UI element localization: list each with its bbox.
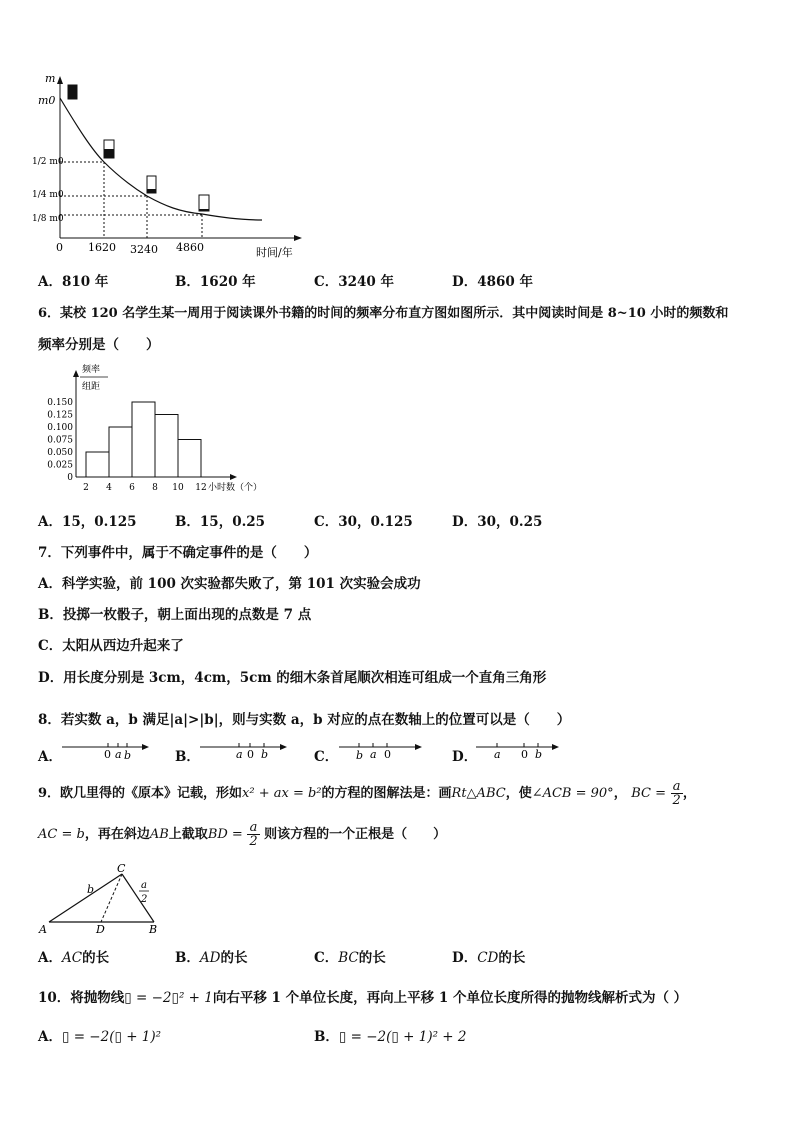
sample-box-full xyxy=(68,85,77,99)
histogram-xtick-label: 10 xyxy=(172,483,184,493)
q8-option-a-numberline[interactable] xyxy=(60,738,152,762)
decay-tick-m0: m0 xyxy=(38,94,56,107)
mark-a: a xyxy=(494,748,501,761)
decay-curve xyxy=(60,98,262,220)
q9-opt-c-suffix: 的长 xyxy=(358,950,386,966)
q10-text-b: 向右平移 1 个单位长度，再向上平移 1 个单位长度所得的抛物线解析式为（ ） xyxy=(212,990,688,1006)
sample-box-quarter-fill xyxy=(147,189,156,193)
histogram-chart xyxy=(38,362,268,497)
q9-opt-b-suffix: 的长 xyxy=(220,950,248,966)
vertex-c: C xyxy=(117,862,126,875)
histogram-ylabel-bottom: 组距 xyxy=(82,382,101,392)
decay-x-arrow xyxy=(294,235,302,241)
q9-opt-a-math: AC xyxy=(61,950,83,966)
q9-option-d[interactable] xyxy=(452,946,525,966)
q9-stem-line1 xyxy=(38,779,696,809)
q9-text-g: 上截取 xyxy=(168,827,208,842)
q8-option-c-numberline[interactable] xyxy=(337,738,429,762)
decay-x-tick-0: 0 xyxy=(56,241,63,254)
q9-opt-d-math: CD xyxy=(477,950,499,966)
q8-option-a-label[interactable]: A． xyxy=(38,749,62,765)
q6-option-a[interactable]: A．15，0.125 xyxy=(38,514,137,530)
q9-bd: BD = xyxy=(207,827,243,842)
q7-option-b[interactable]: B．投掷一枚骰子，朝上面出现的点数是 7 点 xyxy=(38,607,312,623)
vertex-d: D xyxy=(96,923,105,936)
histogram-bar xyxy=(178,440,201,478)
q9-ab: AB xyxy=(149,827,169,842)
decay-y-label: m xyxy=(45,72,56,85)
histogram-y-arrow xyxy=(73,370,79,377)
q9-opt-b-math: AD xyxy=(199,950,221,966)
sample-box-eighth xyxy=(199,195,209,211)
q9-triangle-figure xyxy=(35,862,170,936)
histogram-xlabel: 小时数（个） xyxy=(208,483,263,493)
decay-x-tick-3240: 3240 xyxy=(130,243,158,256)
histogram-ylabel-top: 频率 xyxy=(82,365,101,375)
q9-bc-fraction xyxy=(671,780,683,807)
histogram-xtick-label: 6 xyxy=(129,483,135,493)
q5-option-a[interactable]: A．810 年 xyxy=(38,274,109,290)
q6-stem-line2: 频率分别是（ ） xyxy=(38,337,160,353)
numberline-arrow xyxy=(280,744,287,750)
decay-y-arrow xyxy=(57,76,63,84)
q9-text-a: 9．欧几里得的《原本》记载，形如 xyxy=(38,786,243,801)
q9-option-b[interactable] xyxy=(175,946,248,966)
q7-option-a[interactable]: A．科学实验，前 100 次实验都失败了，第 101 次实验会成功 xyxy=(38,576,421,592)
histogram-bar xyxy=(132,402,155,477)
histogram-ytick-label: 0.150 xyxy=(47,398,73,408)
q9-text-f: ，再在斜边 xyxy=(84,827,150,842)
q9-triangle: Rt△ABC xyxy=(451,786,506,801)
q9-text-d: ， xyxy=(613,786,627,801)
histogram-bar xyxy=(109,427,132,477)
decay-figure xyxy=(30,70,310,260)
q9-text-h: 则该方程的一个正根是（ ） xyxy=(264,827,447,842)
q9-opt-a-label: A． xyxy=(38,950,62,966)
histogram-ytick-label: 0.025 xyxy=(47,460,73,471)
q10-opt-b-label: B． xyxy=(314,1029,339,1045)
q9-bc-frac-num: a xyxy=(671,780,683,794)
label-b: b xyxy=(87,883,95,896)
q5-option-b[interactable]: B．1620 年 xyxy=(175,274,256,290)
q9-opt-d-suffix: 的长 xyxy=(498,950,526,966)
q9-opt-c-math: BC xyxy=(338,950,359,966)
decay-x-label: 时间/年 xyxy=(256,246,293,259)
q8-stem: 8．若实数 a，b 满足|a|>|b|，则与实数 a，b 对应的点在数轴上的位置可以是（ ） xyxy=(38,712,571,728)
q9-option-a[interactable] xyxy=(38,946,109,966)
q9-opt-a-suffix: 的长 xyxy=(82,950,110,966)
label-two: 2 xyxy=(141,894,148,905)
numberline-arrow xyxy=(552,744,559,750)
q7-stem: 7．下列事件中，属于不确定事件的是（ ） xyxy=(38,545,318,561)
mark-zero: 0 xyxy=(247,748,254,761)
q8-option-d-numberline[interactable] xyxy=(474,738,566,762)
q6-option-b[interactable]: B．15，0.25 xyxy=(175,514,266,530)
q9-bd-fraction xyxy=(247,821,259,848)
histogram-ytick-label: 0.075 xyxy=(47,435,73,446)
q9-text-b: 的方程的图解法是：画 xyxy=(321,786,452,801)
mark-b: b xyxy=(261,748,269,761)
q9-angle: ∠ACB = 90° xyxy=(531,786,614,801)
q10-option-a[interactable] xyxy=(38,1025,161,1045)
histogram-xtick-label: 12 xyxy=(195,483,207,493)
q6-option-c[interactable]: C．30，0.125 xyxy=(314,514,413,530)
mark-zero: 0 xyxy=(384,748,391,761)
mark-zero: 0 xyxy=(104,748,111,761)
histogram-ytick-label: 0 xyxy=(67,473,73,483)
q10-stem xyxy=(38,986,687,1006)
q9-stem-line2 xyxy=(38,820,446,850)
q9-ac: AC = b xyxy=(38,827,85,842)
histogram-ytick-label: 0.100 xyxy=(47,423,73,433)
q9-text-e: ， xyxy=(682,786,696,801)
q10-option-b[interactable] xyxy=(314,1025,467,1045)
vertex-b: B xyxy=(149,923,158,936)
decay-tick-eighth: 1/8 m0 xyxy=(32,214,64,224)
q9-text-c: ，使 xyxy=(505,786,532,801)
mark-b: b xyxy=(535,748,543,761)
histogram-xtick-label: 8 xyxy=(152,483,158,493)
q5-option-c[interactable]: C．3240 年 xyxy=(314,274,395,290)
q9-bc: BC = xyxy=(631,786,667,801)
q9-bd-frac-den: 2 xyxy=(249,834,258,849)
vertex-a: A xyxy=(39,923,47,936)
q10-opt-b-math: ▯ = −2(▯ + 1)² + 2 xyxy=(338,1029,467,1045)
histogram-x-arrow xyxy=(230,474,237,480)
q9-opt-d-label: D． xyxy=(452,950,478,966)
q5-option-d[interactable]: D．4860 年 xyxy=(452,274,533,290)
histogram-ytick-label: 0.125 xyxy=(47,410,73,421)
histogram-bar xyxy=(86,452,109,477)
sample-box-eighth-fill xyxy=(199,209,209,211)
side-cb xyxy=(122,874,154,922)
q10-opt-a-label: A． xyxy=(38,1029,62,1045)
decay-x-tick-4860: 4860 xyxy=(176,241,204,254)
histogram-bar xyxy=(155,415,178,478)
decay-x-tick-1620: 1620 xyxy=(88,241,116,254)
mark-zero: 0 xyxy=(521,748,528,761)
q8-option-b-label[interactable]: B． xyxy=(175,749,200,765)
q9-equation: x² + ax = b² xyxy=(242,786,322,801)
decay-tick-half: 1/2 m0 xyxy=(32,157,64,167)
numberline-arrow xyxy=(415,744,422,750)
histogram-xtick-label: 4 xyxy=(106,483,112,493)
numberline-arrow xyxy=(142,744,149,750)
sample-box-half-fill xyxy=(104,149,114,158)
q8-option-c-label[interactable]: C． xyxy=(314,749,339,765)
q10-equation: ▯ = −2▯² + 1 xyxy=(124,990,213,1006)
q8-option-d-label[interactable]: D． xyxy=(452,749,478,765)
decay-tick-quarter: 1/4 m0 xyxy=(32,190,64,200)
q9-bc-frac-den: 2 xyxy=(672,793,681,808)
q10-opt-a-math: ▯ = −2(▯ + 1)² xyxy=(61,1029,162,1045)
q8-option-b-numberline[interactable] xyxy=(198,738,290,762)
q6-option-d[interactable]: D．30，0.25 xyxy=(452,514,543,530)
q7-option-d[interactable]: D．用长度分别是 3cm，4cm，5cm 的细木条首尾顺次相连可组成一个直角三角形 xyxy=(38,670,547,686)
mark-a: a xyxy=(115,748,122,761)
q7-option-c[interactable]: C．太阳从西边升起来了 xyxy=(38,638,184,654)
q6-stem-line1: 6．某校 120 名学生某一周用于阅读课外书籍的时间的频率分布直方图如图所示．其中阅读时间是 8~10 小时的频数和 xyxy=(38,306,729,321)
histogram-xtick-label: 2 xyxy=(83,483,89,493)
mark-a: a xyxy=(236,748,243,761)
q9-bd-frac-num: a xyxy=(247,821,259,835)
q9-opt-b-label: B． xyxy=(175,950,200,966)
mark-a: a xyxy=(370,748,377,761)
q9-option-c[interactable] xyxy=(314,946,386,966)
q9-opt-c-label: C． xyxy=(314,950,339,966)
label-a: a xyxy=(141,880,147,891)
q10-text-a: 10．将抛物线 xyxy=(38,990,125,1006)
mark-b: b xyxy=(124,749,132,762)
histogram-ytick-label: 0.050 xyxy=(47,448,73,458)
mark-b: b xyxy=(356,749,364,762)
